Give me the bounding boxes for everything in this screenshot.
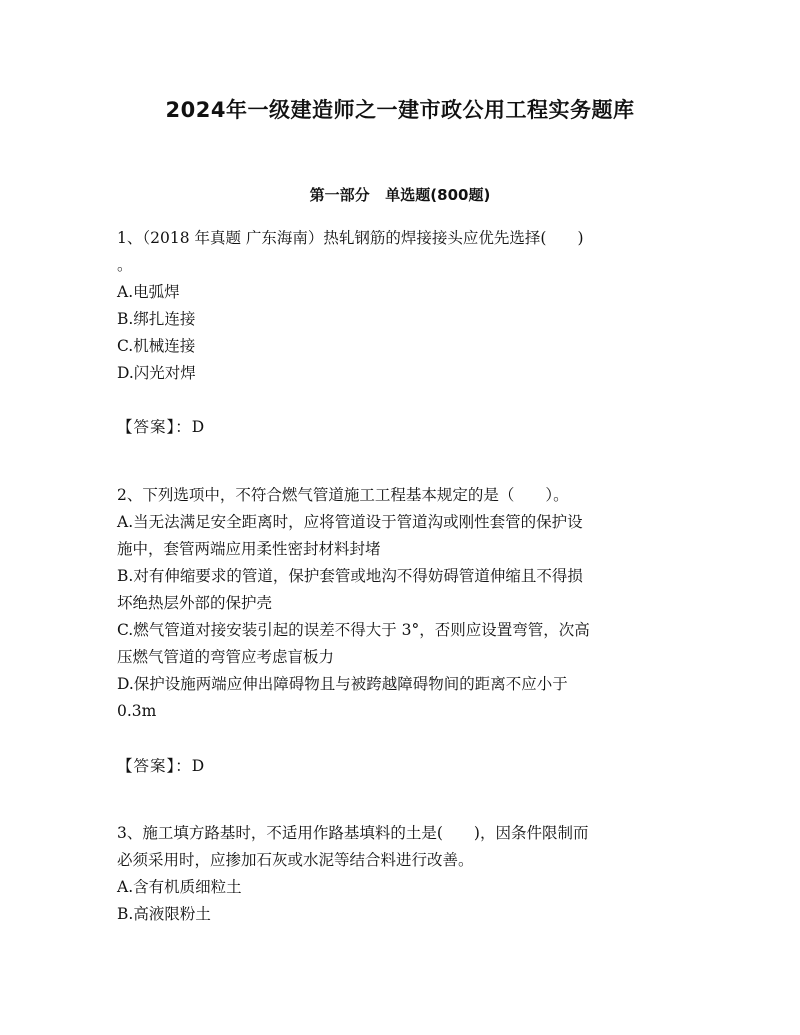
section-heading: 第一部分 单选题(800题) — [309, 186, 491, 204]
answer-label: 【答案】： — [117, 418, 192, 436]
q3-option-b: B.高液限粉土 — [117, 905, 211, 923]
q2-option-d-line2: 0.3m — [117, 702, 157, 720]
q1-stem-line2: 。 — [117, 256, 133, 274]
q1-answer — [117, 417, 204, 437]
q1-option-d: D.闪光对焊 — [117, 364, 196, 382]
q3-stem-line2: 必须采用时，应掺加石灰或水泥等结合料进行改善。 — [117, 851, 474, 869]
q1-option-a: A.电弧焊 — [117, 283, 180, 301]
q2-option-a-line2: 施中，套管两端应用柔性密封材料封堵 — [117, 540, 381, 558]
q2-answer — [117, 756, 204, 776]
q2-option-a-line1: A.当无法满足安全距离时，应将管道设于管道沟或刚性套管的保护设 — [117, 513, 583, 531]
q2-option-d-line1: D.保护设施两端应伸出障碍物且与被跨越障碍物间的距离不应小于 — [117, 675, 568, 693]
q3-option-a: A.含有机质细粒土 — [117, 878, 242, 896]
q3-stem-line1: 3、施工填方路基时，不适用作路基填料的土是( )，因条件限制而 — [117, 824, 589, 842]
q2-option-b-line1: B.对有伸缩要求的管道，保护套管或地沟不得妨碍管道伸缩且不得损 — [117, 567, 583, 585]
q1-option-b: B.绑扎连接 — [117, 310, 196, 328]
q1-stem-line1: 1、（2018 年真题 广东海南）热轧钢筋的焊接接头应优先选择( ) — [117, 229, 584, 247]
answer-value: D — [191, 757, 205, 775]
answer-label: 【答案】： — [117, 757, 192, 775]
document-title: 2024年一级建造师之一建市政公用工程实务题库 — [165, 98, 635, 122]
q1-option-c: C.机械连接 — [117, 337, 196, 355]
q2-option-c-line1: C.燃气管道对接安装引起的误差不得大于 3°，否则应设置弯管，次高 — [117, 621, 590, 639]
q2-option-b-line2: 坏绝热层外部的保护壳 — [117, 594, 273, 612]
answer-value: D — [191, 418, 205, 436]
q2-option-c-line2: 压燃气管道的弯管应考虑盲板力 — [117, 648, 335, 666]
q2-stem: 2、下列选项中，不符合燃气管道施工工程基本规定的是（ ）。 — [117, 486, 569, 504]
